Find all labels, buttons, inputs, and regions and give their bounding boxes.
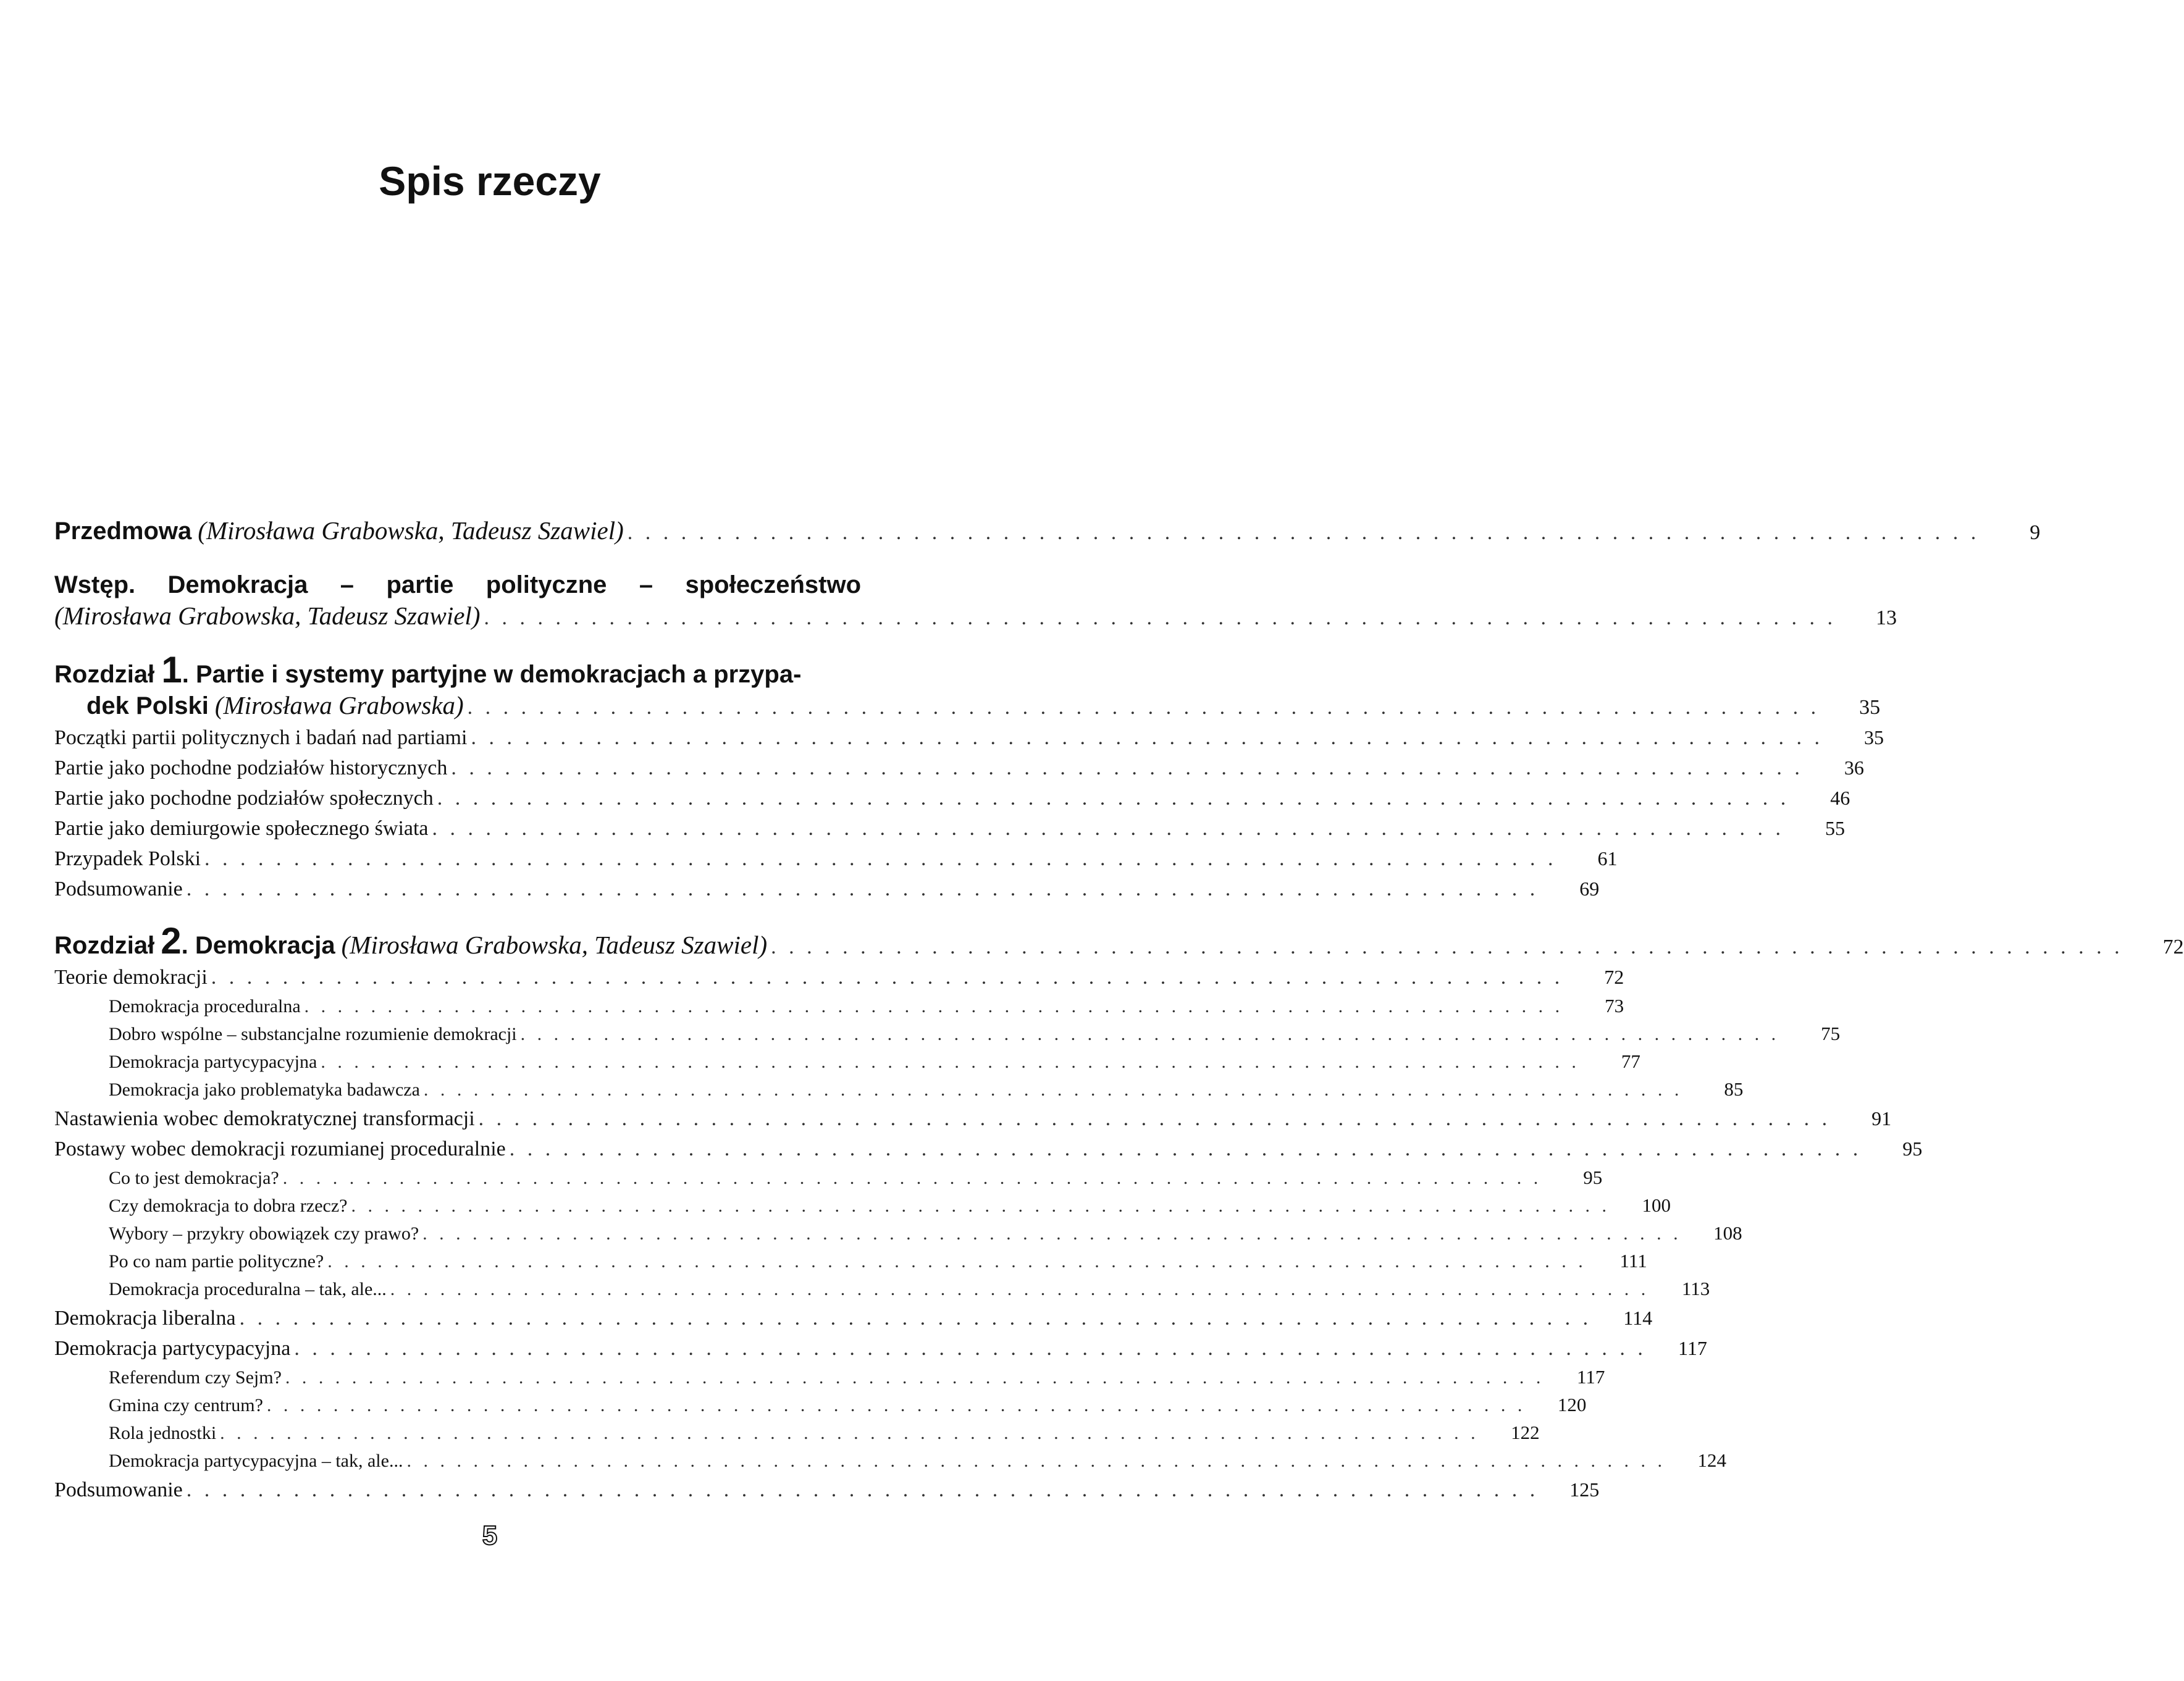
toc-entry: [54, 1475, 1600, 1505]
toc-entry-text: Demokracja partycypacyjna – tak, ale...: [109, 1451, 403, 1471]
toc-entry-text: Dobro wspólne – substancjalne rozumienie demokracji: [109, 1024, 517, 1044]
chapter-title: . Partie i systemy partyjne w demokracjach a przypa-: [182, 661, 802, 688]
toc-entry: [54, 1333, 1707, 1364]
toc-entry: [54, 844, 1618, 874]
page-ref: 85: [1724, 1078, 1744, 1100]
dot-leader: . . . . . . . . . . . . . . . . . . . . . . . . . . . . . . . . . . . . . . . . . . . . . . . . . . . . . . . . . . . . . . . . . . . . . . . . . . . .: [390, 1279, 1650, 1299]
chapter-2-items: [54, 962, 1923, 1505]
page-ref: 114: [1623, 1307, 1653, 1329]
toc-entry-text: Demokracja proceduralna: [109, 996, 301, 1017]
toc-entry: [54, 962, 1624, 992]
dot-leader: . . . . . . . . . . . . . . . . . . . . . . . . . . . . . . . . . . . . . . . . . . . . . . . . . . . . . . . . . . . . . . . . . . . . . . . . . . . .: [211, 966, 1564, 989]
dot-leader: . . . . . . . . . . . . . . . . . . . . . . . . . . . . . . . . . . . . . . . . . . . . . . . . . . . . . . . . . . . . . . . . . . . . . . . . . . . .: [484, 606, 1836, 629]
chapter-1-title: [54, 649, 931, 690]
title-word: –: [340, 571, 355, 598]
toc-entry-text: Podsumowanie: [54, 1478, 183, 1501]
toc-subentry: [54, 1275, 1710, 1303]
page-ref: 69: [1579, 878, 1600, 900]
toc-subentry: [54, 1048, 1640, 1076]
entry-label: Przedmowa: [54, 518, 192, 545]
toc-entry-text: Początki partii politycznych i badań nad partiami: [54, 726, 468, 749]
toc-entry-wstep-title: [54, 569, 861, 601]
toc-entry-text: Nastawienia wobec demokratycznej transformacji: [54, 1107, 475, 1130]
toc-entry-text: Partie jako demiurgowie społecznego świata: [54, 817, 429, 840]
toc-entry-text: [86, 690, 464, 721]
title-word: Wstęp.: [54, 571, 136, 598]
page-ref: 124: [1697, 1449, 1726, 1471]
page-ref: 35: [1859, 696, 1881, 719]
toc-entry-text: Postawy wobec demokracji rozumianej proceduralnie: [54, 1138, 506, 1160]
dot-leader: . . . . . . . . . . . . . . . . . . . . . . . . . . . . . . . . . . . . . . . . . . . . . . . . . . . . . . . . . . . . . . . . . . . . . . . . . . . .: [451, 757, 1804, 779]
chapter-1-items: [54, 723, 1884, 904]
dot-leader: . . . . . . . . . . . . . . . . . . . . . . . . . . . . . . . . . . . . . . . . . . . . . . . . . . . . . . . . . . . . . . . . . . . . . . . . . . . .: [471, 726, 1823, 749]
toc-entry-text: Referendum czy Sejm?: [109, 1367, 282, 1388]
chapter-prefix: Rozdział: [54, 661, 155, 688]
dot-leader: . . . . . . . . . . . . . . . . . . . . . . . . . . . . . . . . . . . . . . . . . . . . . . . . . . . . . . . . . . . . . . . . . . . . . . . . . . . .: [422, 1223, 1682, 1244]
toc-entry: [54, 1104, 1892, 1134]
toc-entry: [54, 723, 1884, 753]
page-ref: 72: [1604, 966, 1624, 988]
toc-entry: [54, 813, 1846, 844]
toc-entry: [54, 753, 1864, 783]
dot-leader: . . . . . . . . . . . . . . . . . . . . . . . . . . . . . . . . . . . . . . . . . . . . . . . . . . . . . . . . . . . . . . . . . . . . . . . . . . . .: [327, 1251, 1587, 1272]
toc-entry-text: [54, 516, 624, 546]
page-ref: 61: [1597, 847, 1618, 870]
title-word: społeczeństwo: [685, 571, 861, 598]
table-of-contents: [54, 516, 2184, 1505]
toc-entry: [54, 783, 1850, 813]
toc-entry-text: Partie jako pochodne podziałów społecznych: [54, 787, 434, 810]
dot-leader: . . . . . . . . . . . . . . . . . . . . . . . . . . . . . . . . . . . . . . . . . . . . . . . . . . . . . . . . . . . . . . . . . . . . . . . . . . . .: [351, 1196, 1610, 1216]
toc-subentry: [54, 1364, 1605, 1391]
toc-entry-chapter-2: [54, 920, 2184, 962]
dot-leader: . . . . . . . . . . . . . . . . . . . . . . . . . . . . . . . . . . . . . . . . . . . . . . . . . . . . . . . . . . . . . . . . . . . . . . . . . . . .: [220, 1423, 1479, 1443]
toc-entry-text: Podsumowanie: [54, 878, 183, 900]
dot-leader: . . . . . . . . . . . . . . . . . . . . . . . . . . . . . . . . . . . . . . . . . . . . . . . . . . . . . . . . . . . . . . . . . . . . . . . . . . . .: [186, 1478, 1539, 1501]
toc-subentry: [54, 1192, 1671, 1220]
title-word: polityczne: [485, 571, 607, 598]
toc-subentry: [54, 1020, 1841, 1048]
dot-leader: . . . . . . . . . . . . . . . . . . . . . . . . . . . . . . . . . . . . . . . . . . . . . . . . . . . . . . . . . . . . . . . . . . . . . . . . . . . .: [423, 1079, 1683, 1100]
page-ref: 117: [1678, 1337, 1707, 1359]
page-ref: 113: [1681, 1278, 1710, 1299]
toc-subentry: [54, 1220, 1742, 1247]
entry-authors: (Mirosława Grabowska, Tadeusz Szawiel): [198, 516, 624, 545]
page-ref: 117: [1577, 1366, 1605, 1388]
toc-entry-text: Wybory – przykry obowiązek czy prawo?: [109, 1223, 419, 1244]
page-ref: 13: [1875, 606, 1897, 629]
chapter-title: . Demokracja: [181, 932, 335, 959]
toc-entry-chapter-1: [54, 690, 1881, 723]
dot-leader: . . . . . . . . . . . . . . . . . . . . . . . . . . . . . . . . . . . . . . . . . . . . . . . . . . . . . . . . . . . . . . . . . . . . . . . . . . . .: [285, 1367, 1545, 1388]
page-title: Spis rzeczy: [379, 158, 601, 204]
toc-entry-text: [54, 920, 768, 962]
toc-entry-text: Demokracja liberalna: [54, 1307, 236, 1330]
toc-subentry: [54, 1164, 1603, 1192]
dot-leader: . . . . . . . . . . . . . . . . . . . . . . . . . . . . . . . . . . . . . . . . . . . . . . . . . . . . . . . . . . . . . . . . . . . . . . . . . . . .: [627, 521, 1980, 544]
chapter-number: 1: [161, 649, 182, 690]
page-ref: 72: [2162, 936, 2184, 958]
entry-authors: (Mirosława Grabowska, Tadeusz Szawiel): [341, 931, 768, 959]
toc-entry-wstep: [54, 601, 1897, 633]
page-ref: 73: [1605, 995, 1624, 1017]
title-word: Demokracja: [167, 571, 308, 598]
dot-leader: . . . . . . . . . . . . . . . . . . . . . . . . . . . . . . . . . . . . . . . . . . . . . . . . . . . . . . . . . . . . . . . . . . . . . . . . . . . .: [186, 878, 1539, 900]
dot-leader: . . . . . . . . . . . . . . . . . . . . . . . . . . . . . . . . . . . . . . . . . . . . . . . . . . . . . . . . . . . . . . . . . . . . . . . . . . . .: [282, 1168, 1542, 1188]
toc-subentry: [54, 1419, 1540, 1447]
dot-leader: . . . . . . . . . . . . . . . . . . . . . . . . . . . . . . . . . . . . . . . . . . . . . . . . . . . . . . . . . . . . . . . . . . . . . . . . . . . .: [266, 1395, 1526, 1415]
dot-leader: . . . . . . . . . . . . . . . . . . . . . . . . . . . . . . . . . . . . . . . . . . . . . . . . . . . . . . . . . . . . . . . . . . . . . . . . . . . .: [204, 847, 1557, 870]
entry-authors: (Mirosława Grabowska, Tadeusz Szawiel): [54, 602, 481, 630]
page-ref: 55: [1825, 817, 1846, 839]
entry-authors: (Mirosława Grabowska): [214, 691, 464, 719]
page-ref: 91: [1871, 1107, 1892, 1130]
toc-entry-text: Rola jednostki: [109, 1423, 217, 1443]
toc-entry-text: Przypadek Polski: [54, 847, 201, 870]
dot-leader: . . . . . . . . . . . . . . . . . . . . . . . . . . . . . . . . . . . . . . . . . . . . . . . . . . . . . . . . . . . . . . . . . . . . . . . . . . . .: [406, 1451, 1666, 1471]
page-ref: 100: [1642, 1194, 1671, 1216]
toc-entry-text: Demokracja partycypacyjna: [109, 1052, 317, 1072]
page-ref: 46: [1830, 787, 1850, 809]
toc-subentry: [54, 992, 1624, 1020]
title-word: partie: [386, 571, 454, 598]
chapter-number: 2: [161, 920, 182, 962]
toc-entry-text: Gmina czy centrum?: [109, 1395, 263, 1415]
title-word: –: [639, 571, 653, 598]
toc-entry: [54, 874, 1600, 904]
toc-entry-text: Partie jako pochodne podziałów historycznych: [54, 757, 448, 779]
dot-leader: . . . . . . . . . . . . . . . . . . . . . . . . . . . . . . . . . . . . . . . . . . . . . . . . . . . . . . . . . . . . . . . . . . . . . . . . . . . .: [467, 696, 1820, 719]
toc-entry: [54, 1303, 1653, 1333]
page-number: 5: [482, 1520, 498, 1551]
chapter-prefix: Rozdział: [54, 932, 155, 959]
toc-entry-text: Teorie demokracji: [54, 966, 208, 989]
dot-leader: . . . . . . . . . . . . . . . . . . . . . . . . . . . . . . . . . . . . . . . . . . . . . . . . . . . . . . . . . . . . . . . . . . . . . . . . . . . .: [520, 1024, 1780, 1044]
dot-leader: . . . . . . . . . . . . . . . . . . . . . . . . . . . . . . . . . . . . . . . . . . . . . . . . . . . . . . . . . . . . . . . . . . . . . . . . . . . .: [239, 1307, 1592, 1330]
toc-subentry: [54, 1076, 1744, 1104]
dot-leader: . . . . . . . . . . . . . . . . . . . . . . . . . . . . . . . . . . . . . . . . . . . . . . . . . . . . . . . . . . . . . . . . . . . . . . . . . . . .: [771, 936, 2123, 958]
page-ref: 75: [1821, 1023, 1841, 1044]
toc-entry-przedmowa: [54, 516, 2041, 548]
page-ref: 35: [1863, 726, 1884, 748]
toc-entry-text: Demokracja partycypacyjna: [54, 1337, 291, 1360]
page-ref: 120: [1557, 1394, 1587, 1415]
page-ref: 108: [1713, 1222, 1742, 1244]
dot-leader: . . . . . . . . . . . . . . . . . . . . . . . . . . . . . . . . . . . . . . . . . . . . . . . . . . . . . . . . . . . . . . . . . . . . . . . . . . . .: [321, 1052, 1580, 1072]
dot-leader: . . . . . . . . . . . . . . . . . . . . . . . . . . . . . . . . . . . . . . . . . . . . . . . . . . . . . . . . . . . . . . . . . . . . . . . . . . . .: [509, 1138, 1862, 1160]
page-ref: 111: [1619, 1250, 1647, 1272]
toc-entry: [54, 1134, 1923, 1164]
chapter-title-cont: dek Polski: [86, 692, 209, 719]
dot-leader: . . . . . . . . . . . . . . . . . . . . . . . . . . . . . . . . . . . . . . . . . . . . . . . . . . . . . . . . . . . . . . . . . . . . . . . . . . . .: [294, 1337, 1647, 1360]
dot-leader: . . . . . . . . . . . . . . . . . . . . . . . . . . . . . . . . . . . . . . . . . . . . . . . . . . . . . . . . . . . . . . . . . . . . . . . . . . . .: [437, 787, 1790, 810]
toc-entry-text: Demokracja proceduralna – tak, ale...: [109, 1279, 387, 1299]
toc-subentry: [54, 1247, 1647, 1275]
page-ref: 95: [1583, 1167, 1603, 1188]
dot-leader: . . . . . . . . . . . . . . . . . . . . . . . . . . . . . . . . . . . . . . . . . . . . . . . . . . . . . . . . . . . . . . . . . . . . . . . . . . . .: [432, 817, 1785, 840]
dot-leader: . . . . . . . . . . . . . . . . . . . . . . . . . . . . . . . . . . . . . . . . . . . . . . . . . . . . . . . . . . . . . . . . . . . . . . . . . . . .: [304, 996, 1564, 1017]
page-ref: 77: [1621, 1050, 1640, 1072]
toc-entry-text: Co to jest demokracja?: [109, 1168, 279, 1188]
page-ref: 122: [1511, 1422, 1540, 1443]
page-ref: 36: [1844, 757, 1864, 779]
toc-subentry: [54, 1391, 1587, 1419]
page-ref: 95: [1902, 1138, 1923, 1160]
dot-leader: . . . . . . . . . . . . . . . . . . . . . . . . . . . . . . . . . . . . . . . . . . . . . . . . . . . . . . . . . . . . . . . . . . . . . . . . . . . .: [478, 1107, 1831, 1130]
toc-subentry: [54, 1447, 1726, 1475]
toc-entry-text: Demokracja jako problematyka badawcza: [109, 1079, 420, 1100]
toc-entry-text: Po co nam partie polityczne?: [109, 1251, 324, 1272]
page-ref: 125: [1569, 1478, 1600, 1501]
toc-entry-text: Czy demokracja to dobra rzecz?: [109, 1196, 348, 1216]
page-ref: 9: [2030, 521, 2041, 544]
